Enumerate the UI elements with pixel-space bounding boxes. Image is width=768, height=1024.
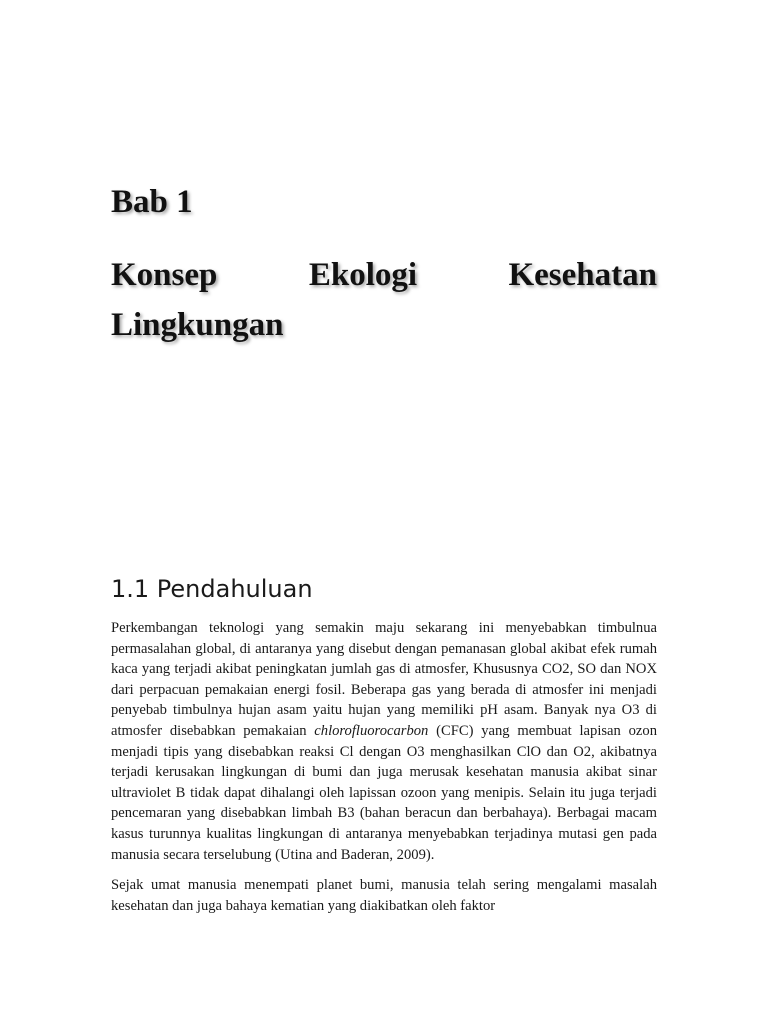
chapter-title: Konsep Ekologi Kesehatan Lingkungan	[111, 257, 657, 343]
paragraph-1-text-b: (CFC) yang membuat lapisan ozon menjadi tipis yang disebabkan reaksi Cl dengan O3 menghasilkan ClO dan O2, akibatnya terjadi kerusakan lingkungan di bumi dan juga merusak kesehatan manusia akibat sinar ultraviolet B tidak dapat dihalangi oleh lapissan ozoon yang menipis. Selain itu juga terjadi pencemaran yang disebabkan limbah B3 (bahan beracun dan berbahaya). Berbagai macam kasus turunnya kualitas lingkungan di antaranya menyebabkan terjadinya mutasi gen pada manusia secara terselubung (Utina and Baderan, 2009).	[111, 722, 657, 863]
paragraph-1	[111, 618, 657, 865]
body-text	[111, 618, 657, 926]
paragraph-1-text-a: Perkembangan teknologi yang semakin maju sekarang ini menyebabkan timbulnua permasalahan global, di antaranya yang disebut dengan pemanasan global akibat efek rumah kaca yang terjadi akibat peningkatan jumlah gas di atmosfer, Khususnya CO2, SO dan NOX dari perpacuan pemakaian energi fosil. Beberapa gas yang berada di atmosfer ini menjadi penyebab timbulnya hujan asam yaitu hujan yang memiliki pH asam. Banyak nya O3 di atmosfer disebabkan pemakaian	[111, 620, 657, 739]
chapter-label: Bab 1	[111, 184, 193, 220]
paragraph-2: Sejak umat manusia menempati planet bumi, manusia telah sering mengalami masalah kesehatan dan juga bahaya kematian yang diakibatkan oleh faktor	[111, 877, 657, 914]
section-heading: 1.1 Pendahuluan	[111, 575, 313, 603]
paragraph-1-italic-term: chlorofluorocarbon	[314, 722, 429, 739]
